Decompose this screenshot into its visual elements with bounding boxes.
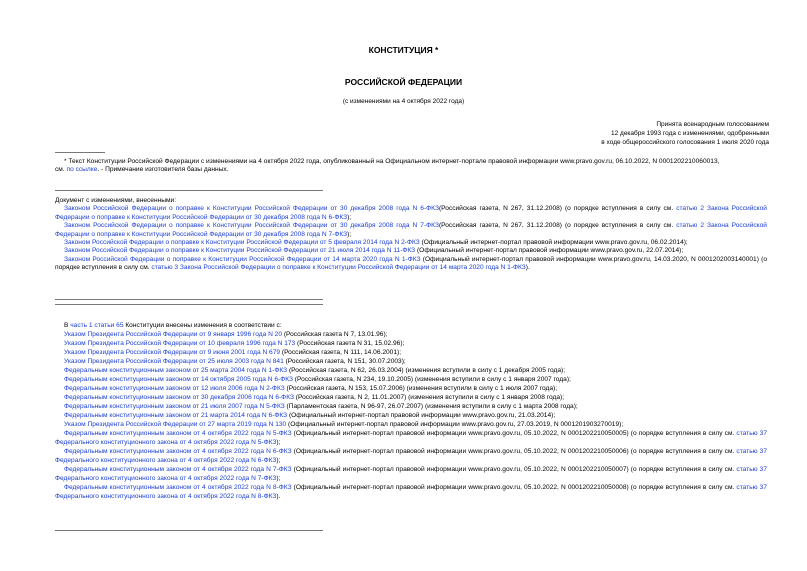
amendment-link[interactable]: Федеральным конституционным законом от 30 декабря 2006 года N 6-ФКЗ <box>64 394 294 401</box>
amendment-link[interactable]: Законом Российской Федерации о поправке к Конституции Российской Федерации от 14 марта 2020 года N 1-ФКЗ <box>64 255 421 263</box>
footnote-link[interactable]: по ссылке <box>66 166 98 174</box>
amendment-link[interactable]: Законом Российской Федерации о поправке к Конституции Российской Федерации от 21 июля 2014 года N 11-ФКЗ <box>64 247 416 255</box>
part-change-item <box>55 402 767 411</box>
amendment-source: (Российская газета, N 111, 14.06.2001); <box>280 349 402 356</box>
part-change-item <box>55 375 767 384</box>
amendment-link[interactable]: Федеральным конституционным законом от 4 октября 2022 года N 5-ФКЗ <box>64 430 292 437</box>
changes-doc-item <box>55 205 767 222</box>
part-changes-list <box>55 330 767 501</box>
part-change-item <box>55 339 767 348</box>
changes-doc-list <box>55 205 767 272</box>
amendment-link[interactable]: Законом Российской Федерации о поправке к Конституции Российской Федерации от 30 декабря 2008 года N 6-ФКЗ <box>64 205 439 213</box>
heading-prefix: В <box>64 322 71 329</box>
section-divider <box>55 304 323 305</box>
entry-into-force-link[interactable]: статью 37 Федерального конституционного закона от 4 октября 2022 года N 5-ФКЗ <box>55 430 767 446</box>
footnote-divider <box>55 152 105 153</box>
adoption-line: 12 декабря 1993 года с изменениями, одобренными <box>610 130 769 137</box>
amendment-link[interactable]: Законом Российской Федерации о поправке к Конституции Российской Федерации от 30 декабря 2008 года N 7-ФКЗ <box>64 222 439 230</box>
amendment-source: (Российская газета, N 234, 19.10.2005) (изменения вступили в силу с 1 января 2007 года); <box>292 376 571 383</box>
section-divider <box>55 299 323 300</box>
amendment-link[interactable]: Указом Президента Российской Федерации от 27 марта 2019 года N 130 <box>64 421 287 428</box>
amendment-source: (Российская газета, N 153, 15.07.2006) (изменения вступили в силу с 1 июля 2007 года); <box>284 385 558 392</box>
amendment-source: (Официальный интернет-портал правовой информации www.pravo.gov.ru, 21.03.2014); <box>287 412 556 419</box>
amendment-source: (Российская газета, N 267, 31.12.2008) (о порядке вступления в силу см. <box>438 205 677 213</box>
section-divider <box>55 530 323 531</box>
amendment-tail: ); <box>276 475 281 482</box>
amendment-source: (Официальный интернет-портал правовой информации www.pravo.gov.ru, 05.10.2022, N 0001202210050006) (о порядке вступления в силу см. <box>291 448 737 455</box>
amendment-link[interactable]: Федеральным конституционным законом от 4 октября 2022 года N 6-ФКЗ <box>64 448 292 455</box>
amendment-source: (Российская газета N 31, 15.02.96); <box>295 340 405 347</box>
amendment-link[interactable]: Указом Президента Российской Федерации от 9 июня 2001 года N 679 <box>64 349 281 356</box>
amendment-source: (Официальный интернет-портал правовой информации www.pravo.gov.ru, 05.10.2022, N 0001202210050005) (о порядке вступления в силу см. <box>291 430 737 437</box>
part-change-item <box>55 330 767 339</box>
document-subtitle: РОССИЙСКОЙ ФЕДЕРАЦИИ <box>344 77 463 87</box>
amendment-source: (Российская газета, N 267, 31.12.2008) (о порядке вступления в силу см. <box>438 222 677 230</box>
amendment-link[interactable]: Федеральным конституционным законом от 21 марта 2014 года N 6-ФКЗ <box>64 412 288 419</box>
footnote-prefix: см. <box>55 166 67 174</box>
amendment-tail: ). <box>276 493 281 500</box>
heading-suffix: Конституции внесены изменения в соответствии с: <box>123 322 282 329</box>
amendment-source: (Российская газета, N 62, 26.03.2004) (изменения вступили в силу с 1 декабря 2005 года); <box>287 367 566 374</box>
part-change-item <box>55 366 767 375</box>
changes-doc-item <box>55 256 767 273</box>
amendment-link[interactable]: Федеральным конституционным законом от 4 октября 2022 года N 7-ФКЗ <box>64 466 292 473</box>
part-change-item <box>55 465 767 483</box>
amendment-tail: ); <box>347 230 352 238</box>
part-change-item <box>55 357 767 366</box>
part-change-item <box>55 384 767 393</box>
adoption-line: в ходе общероссийского голосования 1 июля 2020 года <box>601 139 769 146</box>
amendment-source: (Официальный интернет-портал правовой информации www.pravo.gov.ru, 22.07.2014); <box>415 247 684 255</box>
adoption-line: Принята всенародным голосованием <box>656 121 769 128</box>
amendment-link[interactable]: Федеральным конституционным законом от 25 марта 2004 года N 1-ФКЗ <box>64 367 288 374</box>
adoption-note <box>469 120 769 147</box>
footnote-suffix: . - Примечание изготовителя базы данных. <box>97 166 229 174</box>
amendment-source: (Официальный интернет-портал правовой информации www.pravo.gov.ru, 14.03.2020, N 0001202003140001) (о порядке вступления в силу см. <box>55 255 768 272</box>
part-change-item <box>55 411 767 420</box>
part-change-item <box>55 429 767 447</box>
amendment-source: (Официальный интернет-портал правовой информации www.pravo.gov.ru, 27.03.2019, N 0001201903270019); <box>286 421 624 428</box>
entry-into-force-link[interactable]: статью 37 Федерального конституционного закона от 4 октября 2022 года N 7-ФКЗ <box>55 466 767 482</box>
amendment-link[interactable]: Указом Президента Российской Федерации от 10 февраля 1996 года N 173 <box>64 340 296 347</box>
amendment-date: (с изменениями на 4 октября 2022 года) <box>342 98 465 105</box>
entry-into-force-link[interactable]: статью 2 Закона Российской Федерации о поправке к Конституции Российской Федерации от 30 декабря 2008 года N 6-ФКЗ <box>55 205 767 221</box>
amendment-source: (Официальный интернет-портал правовой информации www.pravo.gov.ru, 05.10.2022, N 0001202210050008) (о порядке вступления в силу см. <box>291 484 737 491</box>
amendment-source: (Официальный интернет-портал правовой информации www.pravo.gov.ru, 05.10.2022, N 0001202210050007) (о порядке вступления в силу см. <box>291 466 737 473</box>
footnote <box>55 158 767 175</box>
amendment-source: (Российская газета, N 2, 11.01.2007) (изменения вступили в силу с 1 января 2008 года); <box>293 394 565 401</box>
part-change-item <box>55 348 767 357</box>
footnote-text: * Текст Конституции Российской Федерации с изменениями на 4 октября 2022 года, опубликованный на Официальном интернет-портале правовой информации www.pravo.gov.ru, 06.10.2022, N 0001202210060013, <box>64 158 720 165</box>
amendment-tail: ). <box>525 264 530 272</box>
part-change-item <box>55 420 767 429</box>
part-change-item <box>55 393 767 402</box>
changes-doc-item <box>55 247 767 255</box>
part-changes-heading <box>55 321 767 330</box>
amendment-link[interactable]: Указом Президента Российской Федерации от 25 июля 2003 года N 841 <box>64 358 284 365</box>
amendment-tail: ); <box>347 213 352 221</box>
amendment-link[interactable]: Законом Российской Федерации о поправке к Конституции Российской Федерации от 5 февраля 2014 года N 2-ФКЗ <box>64 239 420 247</box>
amendment-link[interactable]: Федеральным конституционным законом от 12 июля 2006 года N 2-ФКЗ <box>64 385 285 392</box>
document-title: КОНСТИТУЦИЯ * <box>368 45 439 55</box>
entry-into-force-link[interactable]: статью 3 Закона Российской Федерации о поправке к Конституции Российской Федерации от 14 марта 2020 года N 1-ФКЗ <box>151 264 526 272</box>
part-changes-block <box>55 321 767 501</box>
amendment-link[interactable]: Федеральным конституционным законом от 14 октября 2005 года N 6-ФКЗ <box>64 376 293 383</box>
entry-into-force-link[interactable]: статью 37 Федерального конституционного закона от 4 октября 2022 года N 6-ФКЗ <box>55 448 767 464</box>
amendment-source: (Российская газета, N 151, 30.07.2003); <box>283 358 406 365</box>
amendment-link[interactable]: Указом Президента Российской Федерации от 9 января 1996 года N 20 <box>64 331 282 338</box>
changes-doc-block <box>55 197 767 273</box>
amendment-tail: ); <box>276 439 281 446</box>
amendment-source: (Российская газета N 7, 13.01.96); <box>282 331 388 338</box>
changes-doc-item <box>55 222 767 239</box>
amendment-source: (Парламентская газета, N 96-97, 26.07.2007) (изменения вступили в силу с 1 марта 2008 года); <box>284 403 578 410</box>
part-change-item <box>55 483 767 501</box>
entry-into-force-link[interactable]: статью 2 Закона Российской Федерации о поправке к Конституции Российской Федерации от 30 декабря 2008 года N 7-ФКЗ <box>55 222 767 238</box>
amendment-link[interactable]: Федеральным конституционным законом от 4 октября 2022 года N 8-ФКЗ <box>64 484 292 491</box>
footnote-line2 <box>55 166 767 174</box>
changes-doc-heading: Документ с изменениями, внесенными: <box>55 197 177 204</box>
amendment-link[interactable]: Федеральным конституционным законом от 21 июля 2007 года N 5-ФКЗ <box>64 403 285 410</box>
amendment-source: (Официальный интернет-портал правовой информации www.pravo.gov.ru, 06.02.2014); <box>419 239 688 247</box>
section-divider <box>55 190 323 191</box>
article-65-link[interactable]: часть 1 статьи 65 <box>70 322 124 329</box>
amendment-tail: ); <box>276 457 281 464</box>
part-change-item <box>55 447 767 465</box>
entry-into-force-link[interactable]: статью 37 Федерального конституционного закона от 4 октября 2022 года N 8-ФКЗ <box>55 484 767 500</box>
